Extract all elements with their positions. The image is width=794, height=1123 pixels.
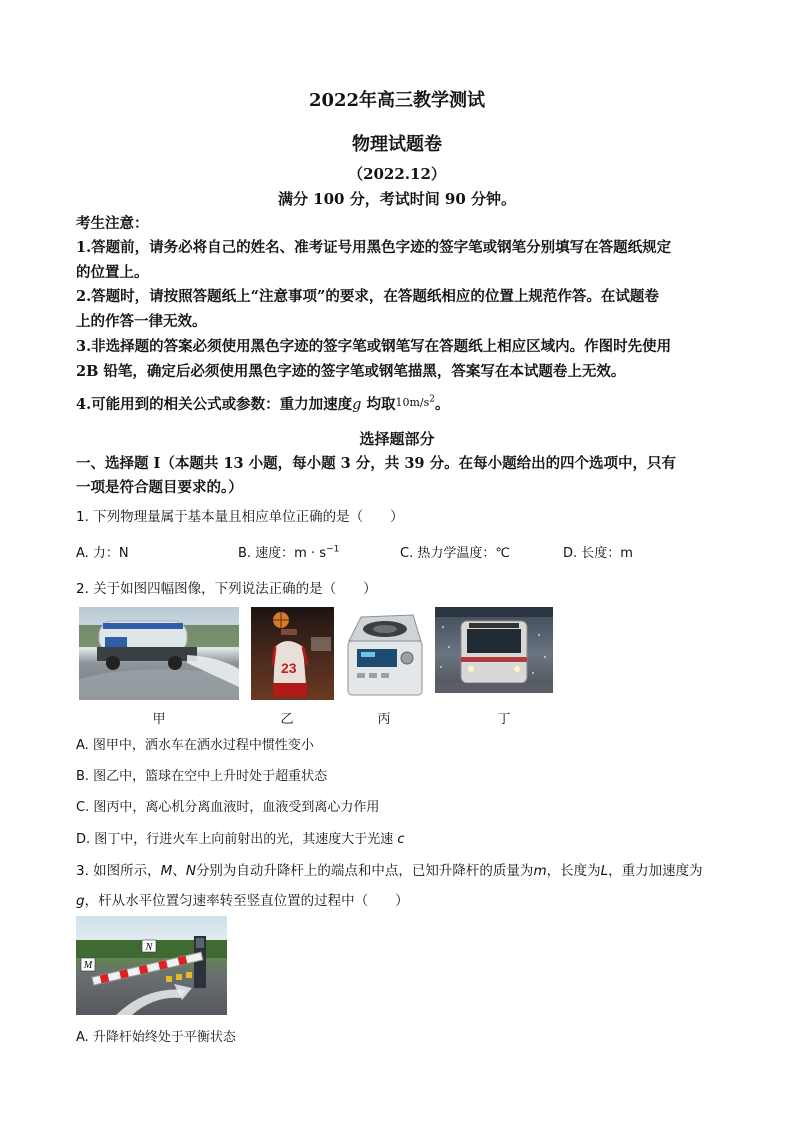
q1-option-b: [238, 542, 339, 561]
section-heading-line-2: 一项是符合题目要求的。）: [76, 479, 243, 496]
jersey-number: 23: [281, 660, 297, 676]
note-2-line-2: 上的作答一律无效。: [76, 313, 207, 330]
q2-option-a: A. 图甲中，洒水车在洒水过程中惯性变小: [76, 738, 314, 753]
caption-yi: 乙: [280, 712, 294, 727]
q3-s4: ，重力加速度为: [608, 863, 703, 879]
exam-subtitle: 物理试题卷: [352, 134, 442, 155]
q1-option-b-sup: −1: [326, 544, 340, 555]
q1-stem: 1. 下列物理量属于基本量且相应单位正确的是（ ）: [76, 509, 404, 525]
q2-option-d-var: c: [397, 832, 405, 847]
note-4: [76, 393, 450, 414]
section-title: 选择题部分: [359, 430, 435, 448]
q2-stem: 2. 关于如图四幅图像，下列说法正确的是（ ）: [76, 581, 377, 597]
q3-sep: 、: [172, 863, 186, 879]
q3-s3: ，长度为: [546, 863, 601, 879]
note-2-line-1: 2.答题时，请按照答题纸上“注意事项”的要求，在答题纸相应的位置上规范作答。在试题卷: [76, 288, 659, 305]
q3-stem-line-1: [76, 859, 703, 879]
exam-date: （2022.12）: [348, 165, 446, 183]
q2-option-d: [76, 828, 405, 847]
note-4-mid: 均取: [361, 396, 396, 413]
caption-ding: 丁: [497, 712, 511, 727]
note-1-line-2: 的位置上。: [76, 264, 149, 281]
note-4-text: 4.可能用到的相关公式或参数：重力加速度: [76, 396, 353, 413]
section-heading-line-1: 一、选择题 I（本题共 13 小题，每小题 3 分，共 39 分。在每小题给出的四个选项中，只有: [76, 455, 677, 472]
score-time: 满分 100 分，考试时间 90 分钟。: [277, 190, 517, 208]
label-M: M: [83, 960, 93, 971]
note-4-value: [396, 396, 436, 409]
caption-jia: 甲: [152, 712, 166, 727]
centrifuge-photo: [343, 607, 426, 700]
q1-option-d: D. 长度：m: [563, 546, 633, 561]
note-4-end: 。: [435, 396, 450, 413]
note-4-sup: 2: [429, 394, 436, 405]
note-3-line-1: 3.非选择题的答案必须使用黑色字迹的签字笔或钢笔写在答题纸上相应区域内。作图时先使用: [76, 338, 672, 355]
q3-line-2-rest: ，杆从水平位置匀速率转至竖直位置的过程中（ ）: [84, 893, 409, 909]
q1-option-c: C. 热力学温度：℃: [400, 546, 510, 561]
q3-option-a: A. 升降杆始终处于平衡状态: [76, 1030, 236, 1045]
note-1-line-1: 1.答题前，请务必将自己的姓名、准考证号用黑色字迹的签字笔或钢笔分别填写在答题纸规定: [76, 239, 672, 256]
water-truck-photo: [79, 607, 239, 700]
q3-g: g: [76, 893, 85, 909]
note-3-line-2: 2B 铅笔，确定后必须使用黑色字迹的签字笔或钢笔描黑，答案写在本试题卷上无效。: [76, 363, 626, 380]
note-4-g: g: [352, 397, 362, 413]
note-4-value-text: 10m/s: [395, 396, 430, 409]
basketball-photo: [251, 607, 334, 700]
q2-option-d-text: D. 图丁中，行进火车上向前射出的光，其速度大于光速: [76, 832, 394, 847]
q3-s2: 分别为自动升降杆上的端点和中点，已知升降杆的质量为: [195, 863, 534, 879]
q1-option-a: A. 力：N: [76, 546, 129, 561]
label-N: N: [145, 942, 153, 953]
q2-option-b: B. 图乙中，篮球在空中上升时处于超重状态: [76, 769, 328, 784]
q3-stem-line-2: [76, 889, 409, 909]
q3-m: m: [533, 863, 547, 879]
notes-heading: 考生注意：: [76, 215, 149, 232]
train-photo: [435, 607, 553, 693]
q3-N: N: [185, 863, 196, 879]
caption-bing: 丙: [377, 712, 391, 727]
q2-option-c: C. 图丙中，离心机分离血液时，血液受到离心力作用: [76, 800, 380, 815]
barrier-gate-photo: [76, 916, 227, 1015]
exam-title: 2022年高三教学测试: [308, 90, 486, 111]
q1-option-b-text: B. 速度：m · s: [238, 546, 327, 561]
q3-M: M: [160, 863, 173, 879]
q3-L: L: [600, 863, 609, 879]
q3-s1: 3. 如图所示，: [76, 863, 161, 879]
